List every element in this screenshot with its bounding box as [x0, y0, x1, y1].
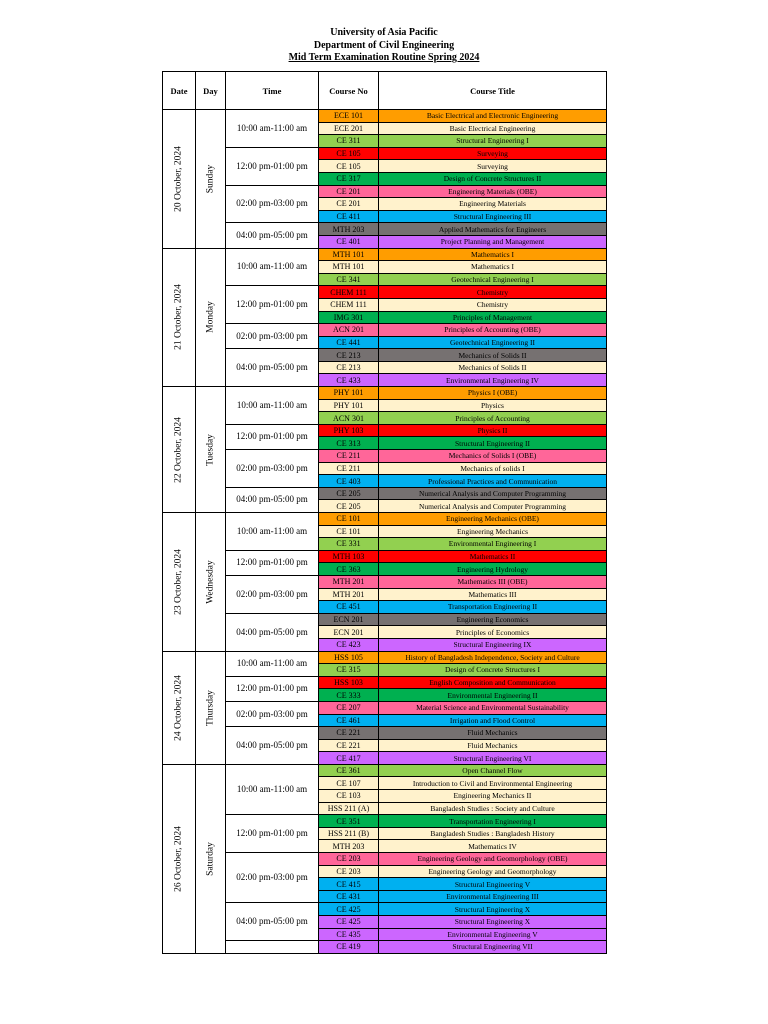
time-slot-cell: 12:00 pm-01:00 pm	[226, 424, 319, 449]
column-header-date: Date	[163, 72, 196, 110]
time-slot-cell: 02:00 pm-03:00 pm	[226, 324, 319, 349]
course-title-cell: Surveying	[379, 160, 607, 173]
date-cell	[163, 387, 196, 513]
course-title-cell: Basic Electrical and Electronic Engineering	[379, 110, 607, 123]
table-row	[163, 613, 607, 626]
course-title-cell: Irrigation and Flood Control	[379, 714, 607, 727]
time-slot-cell: 02:00 pm-03:00 pm	[226, 701, 319, 726]
university-name: University of Asia Pacific	[330, 27, 438, 38]
date-label: 21 October, 2024	[173, 284, 184, 351]
course-no-cell: MTH 201	[319, 588, 379, 601]
time-slot-cell: 04:00 pm-05:00 pm	[226, 613, 319, 651]
course-no-cell: CE 415	[319, 878, 379, 891]
course-no-cell: CE 315	[319, 664, 379, 677]
course-no-cell: MTH 103	[319, 550, 379, 563]
course-no-cell: CE 311	[319, 135, 379, 148]
table-row	[163, 248, 607, 261]
date-label: 26 October, 2024	[173, 825, 184, 892]
course-title-cell: Design of Concrete Structures I	[379, 664, 607, 677]
course-title-cell: Fluid Mechanics	[379, 739, 607, 752]
course-no-cell: ECN 201	[319, 613, 379, 626]
day-label: Thursday	[205, 689, 215, 726]
day-cell	[196, 248, 226, 387]
course-title-cell: Structural Engineering I	[379, 135, 607, 148]
time-slot-cell: 04:00 pm-05:00 pm	[226, 223, 319, 248]
course-no-cell: ACN 201	[319, 324, 379, 337]
course-no-cell: CE 411	[319, 210, 379, 223]
course-title-cell: English Composition and Communication	[379, 676, 607, 689]
table-row	[163, 815, 607, 828]
table-row	[163, 903, 607, 916]
course-no-cell: CE 105	[319, 147, 379, 160]
table-row	[163, 651, 607, 664]
course-no-cell: CE 201	[319, 198, 379, 211]
table-row	[163, 286, 607, 299]
course-title-cell: Chemistry	[379, 286, 607, 299]
day-cell	[196, 513, 226, 652]
course-no-cell: CE 103	[319, 790, 379, 803]
course-title-cell: Mathematics II	[379, 550, 607, 563]
course-no-cell: CE 425	[319, 916, 379, 929]
course-no-cell: CE 101	[319, 513, 379, 526]
course-title-cell: Structural Engineering V	[379, 878, 607, 891]
course-title-cell: Engineering Mechanics II	[379, 790, 607, 803]
course-title-cell: Engineering Geology and Geomorphology	[379, 865, 607, 878]
course-no-cell: CE 461	[319, 714, 379, 727]
course-title-cell: Geotechnical Engineering I	[379, 273, 607, 286]
course-title-cell: Mathematics I	[379, 248, 607, 261]
time-slot-cell: 12:00 pm-01:00 pm	[226, 815, 319, 853]
course-no-cell: CE 107	[319, 777, 379, 790]
date-label: 20 October, 2024	[173, 145, 184, 212]
time-slot-cell: 04:00 pm-05:00 pm	[226, 727, 319, 765]
course-no-cell: CE 211	[319, 450, 379, 463]
course-no-cell: PHY 103	[319, 424, 379, 437]
course-title-cell: Mechanics of solids I	[379, 462, 607, 475]
table-row	[163, 147, 607, 160]
course-no-cell: CE 423	[319, 638, 379, 651]
time-slot-cell: 12:00 pm-01:00 pm	[226, 147, 319, 185]
time-slot-cell: 10:00 am-11:00 am	[226, 764, 319, 814]
course-no-cell: CE 435	[319, 928, 379, 941]
time-slot-cell: 10:00 am-11:00 am	[226, 387, 319, 425]
time-slot-cell	[226, 941, 319, 954]
course-title-cell: Transportation Engineering I	[379, 815, 607, 828]
course-title-cell: Mathematics III (OBE)	[379, 575, 607, 588]
course-title-cell: Engineering Materials	[379, 198, 607, 211]
department-name: Department of Civil Engineering	[313, 39, 455, 51]
course-title-cell: Engineering Materials (OBE)	[379, 185, 607, 198]
course-title-cell: Structural Engineering VII	[379, 941, 607, 954]
course-title-cell: Structural Engineering X	[379, 916, 607, 929]
table-row	[163, 349, 607, 362]
course-no-cell: CE 205	[319, 487, 379, 500]
course-title-cell: Professional Practices and Communication	[379, 475, 607, 488]
course-no-cell: CE 433	[319, 374, 379, 387]
course-no-cell: ACN 301	[319, 412, 379, 425]
course-no-cell: CE 203	[319, 853, 379, 866]
day-label: Saturday	[205, 841, 215, 876]
table-row	[163, 424, 607, 437]
date-label: 23 October, 2024	[173, 548, 184, 615]
course-title-cell: Environmental Engineering IV	[379, 374, 607, 387]
table-row	[163, 550, 607, 563]
course-no-cell: CE 403	[319, 475, 379, 488]
course-title-cell: Mathematics IV	[379, 840, 607, 853]
table-row	[163, 701, 607, 714]
course-title-cell: Engineering Economics	[379, 613, 607, 626]
course-no-cell: CE 317	[319, 172, 379, 185]
column-header-course-title: Course Title	[379, 72, 607, 110]
day-label: Sunday	[205, 164, 215, 194]
course-no-cell: CE 105	[319, 160, 379, 173]
course-no-cell: ECN 201	[319, 626, 379, 639]
course-title-cell: Physics II	[379, 424, 607, 437]
course-title-cell: Mathematics I	[379, 261, 607, 274]
course-title-cell: Geotechnical Engineering II	[379, 336, 607, 349]
time-slot-cell: 04:00 pm-05:00 pm	[226, 903, 319, 941]
course-title-cell: Environmental Engineering II	[379, 689, 607, 702]
course-title-cell: Engineering Mechanics	[379, 525, 607, 538]
date-cell	[163, 110, 196, 249]
course-no-cell: CE 221	[319, 739, 379, 752]
routine-body	[163, 110, 607, 954]
course-no-cell: CE 221	[319, 727, 379, 740]
course-no-cell: CE 333	[319, 689, 379, 702]
course-title-cell: Transportation Engineering II	[379, 601, 607, 614]
day-cell	[196, 110, 226, 249]
table-row	[163, 764, 607, 777]
course-title-cell: Principles of Management	[379, 311, 607, 324]
course-title-cell: Engineering Mechanics (OBE)	[379, 513, 607, 526]
table-row	[163, 575, 607, 588]
course-no-cell: CE 425	[319, 903, 379, 916]
time-slot-cell: 02:00 pm-03:00 pm	[226, 450, 319, 488]
course-no-cell: CE 213	[319, 349, 379, 362]
table-row	[163, 110, 607, 123]
course-no-cell: ECE 101	[319, 110, 379, 123]
course-no-cell: PHY 101	[319, 399, 379, 412]
table-row	[163, 185, 607, 198]
column-header-time: Time	[226, 72, 319, 110]
course-no-cell: MTH 101	[319, 261, 379, 274]
course-no-cell: CE 213	[319, 361, 379, 374]
course-no-cell: MTH 203	[319, 223, 379, 236]
routine-title: Mid Term Examination Routine Spring 2024	[288, 52, 480, 63]
table-row	[163, 487, 607, 500]
course-title-cell: Structural Engineering VI	[379, 752, 607, 765]
table-row	[163, 450, 607, 463]
course-no-cell: CE 361	[319, 764, 379, 777]
course-title-cell: Design of Concrete Structures II	[379, 172, 607, 185]
course-title-cell: Fluid Mechanics	[379, 727, 607, 740]
course-title-cell: Introduction to Civil and Environmental Engineering	[379, 777, 607, 790]
date-cell	[163, 248, 196, 387]
course-title-cell: Mechanics of Solids I (OBE)	[379, 450, 607, 463]
table-row	[163, 513, 607, 526]
course-no-cell: CE 101	[319, 525, 379, 538]
date-label: 24 October, 2024	[173, 674, 184, 741]
column-header-day: Day	[196, 72, 226, 110]
table-row	[163, 676, 607, 689]
course-title-cell: Numerical Analysis and Computer Programming	[379, 487, 607, 500]
course-no-cell: ECE 201	[319, 122, 379, 135]
course-title-cell: Project Planning and Management	[379, 235, 607, 248]
course-no-cell: MTH 203	[319, 840, 379, 853]
course-title-cell: Principles of Accounting	[379, 412, 607, 425]
course-title-cell: Basic Electrical Engineering	[379, 122, 607, 135]
course-no-cell: HSS 211 (B)	[319, 827, 379, 840]
date-cell	[163, 513, 196, 652]
course-no-cell: CE 451	[319, 601, 379, 614]
table-row	[163, 324, 607, 337]
course-title-cell: Surveying	[379, 147, 607, 160]
course-no-cell: CE 201	[319, 185, 379, 198]
time-slot-cell: 12:00 pm-01:00 pm	[226, 676, 319, 701]
course-title-cell: Mechanics of Solids II	[379, 361, 607, 374]
course-title-cell: Open Channel Flow	[379, 764, 607, 777]
course-no-cell: CE 351	[319, 815, 379, 828]
time-slot-cell: 04:00 pm-05:00 pm	[226, 349, 319, 387]
day-cell	[196, 387, 226, 513]
course-no-cell: CE 203	[319, 865, 379, 878]
time-slot-cell: 10:00 am-11:00 am	[226, 248, 319, 286]
time-slot-cell: 02:00 pm-03:00 pm	[226, 185, 319, 223]
day-cell	[196, 651, 226, 764]
course-no-cell: CHEM 111	[319, 298, 379, 311]
date-cell	[163, 764, 196, 953]
day-cell	[196, 764, 226, 953]
course-title-cell: Environmental Engineering I	[379, 538, 607, 551]
time-slot-cell: 12:00 pm-01:00 pm	[226, 550, 319, 575]
course-no-cell: CHEM 111	[319, 286, 379, 299]
course-no-cell: CE 363	[319, 563, 379, 576]
exam-routine-table	[162, 71, 607, 954]
table-header-row	[163, 72, 607, 110]
time-slot-cell: 10:00 am-11:00 am	[226, 110, 319, 148]
course-title-cell: Structural Engineering X	[379, 903, 607, 916]
course-no-cell: CE 211	[319, 462, 379, 475]
time-slot-cell: 10:00 am-11:00 am	[226, 651, 319, 676]
course-title-cell: Bangladesh Studies : Bangladesh History	[379, 827, 607, 840]
course-title-cell: Engineering Hydrology	[379, 563, 607, 576]
course-no-cell: CE 313	[319, 437, 379, 450]
course-title-cell: Physics	[379, 399, 607, 412]
course-title-cell: Mechanics of Solids II	[379, 349, 607, 362]
time-slot-cell: 02:00 pm-03:00 pm	[226, 853, 319, 903]
day-label: Wednesday	[205, 559, 215, 604]
course-title-cell: Structural Engineering II	[379, 437, 607, 450]
course-no-cell: CE 341	[319, 273, 379, 286]
course-no-cell: MTH 201	[319, 575, 379, 588]
time-slot-cell: 02:00 pm-03:00 pm	[226, 575, 319, 613]
course-title-cell: Chemistry	[379, 298, 607, 311]
course-no-cell: HSS 105	[319, 651, 379, 664]
course-no-cell: MTH 101	[319, 248, 379, 261]
course-no-cell: CE 205	[319, 500, 379, 513]
course-title-cell: Environmental Engineering III	[379, 890, 607, 903]
course-no-cell: HSS 103	[319, 676, 379, 689]
table-row	[163, 727, 607, 740]
course-no-cell: CE 207	[319, 701, 379, 714]
date-cell	[163, 651, 196, 764]
time-slot-cell: 04:00 pm-05:00 pm	[226, 487, 319, 512]
course-no-cell: IMG 301	[319, 311, 379, 324]
course-no-cell: CE 401	[319, 235, 379, 248]
column-header-course-no: Course No	[319, 72, 379, 110]
time-slot-cell: 12:00 pm-01:00 pm	[226, 286, 319, 324]
table-row	[163, 223, 607, 236]
course-title-cell: Environmental Engineering V	[379, 928, 607, 941]
course-title-cell: Structural Engineering IX	[379, 638, 607, 651]
date-label: 22 October, 2024	[173, 416, 184, 483]
table-row	[163, 941, 607, 954]
course-title-cell: Principles of Accounting (OBE)	[379, 324, 607, 337]
table-row	[163, 853, 607, 866]
course-no-cell: CE 431	[319, 890, 379, 903]
course-title-cell: Numerical Analysis and Computer Programming	[379, 500, 607, 513]
course-no-cell: CE 419	[319, 941, 379, 954]
document-header	[0, 27, 768, 65]
time-slot-cell: 10:00 am-11:00 am	[226, 513, 319, 551]
course-no-cell: CE 331	[319, 538, 379, 551]
day-label: Tuesday	[205, 433, 215, 466]
course-title-cell: Bangladesh Studies : Society and Culture	[379, 802, 607, 815]
course-title-cell: Applied Mathematics for Engineers	[379, 223, 607, 236]
course-no-cell: CE 417	[319, 752, 379, 765]
table-row	[163, 387, 607, 400]
course-title-cell: History of Bangladesh Independence, Society and Culture	[379, 651, 607, 664]
course-title-cell: Material Science and Environmental Sustainability	[379, 701, 607, 714]
course-no-cell: PHY 101	[319, 387, 379, 400]
course-title-cell: Principles of Economics	[379, 626, 607, 639]
course-title-cell: Mathematics III	[379, 588, 607, 601]
course-no-cell: HSS 211 (A)	[319, 802, 379, 815]
course-title-cell: Physics I (OBE)	[379, 387, 607, 400]
course-title-cell: Structural Engineering III	[379, 210, 607, 223]
course-no-cell: CE 441	[319, 336, 379, 349]
day-label: Monday	[205, 301, 215, 334]
course-title-cell: Engineering Geology and Geomorphology (OBE)	[379, 853, 607, 866]
